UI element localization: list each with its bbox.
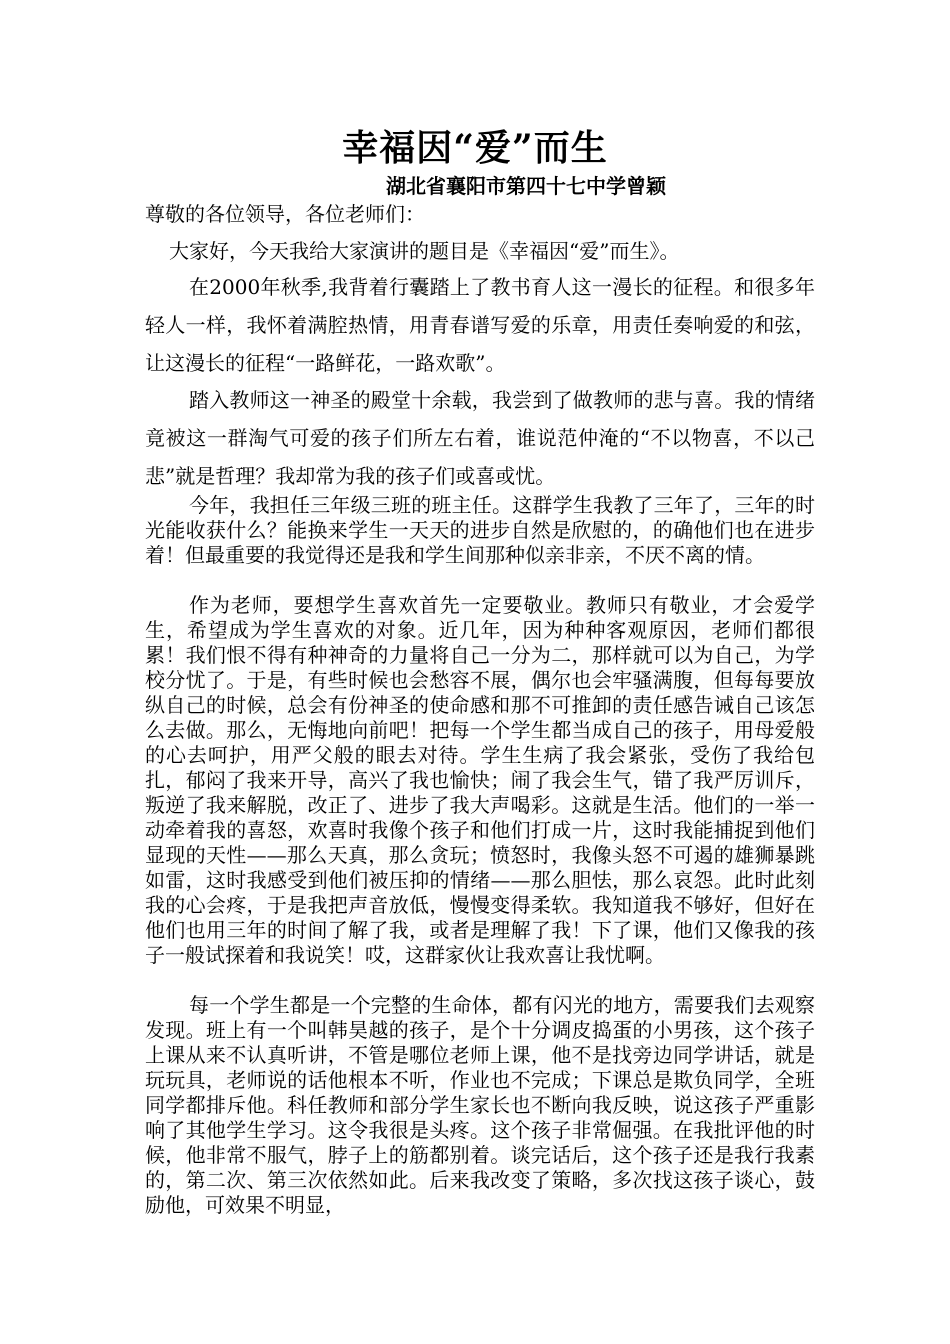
paragraph-opening — [145, 233, 815, 269]
greeting-line: 尊敬的各位领导，各位老师们： — [145, 202, 425, 226]
paragraph: 在2000年秋季,我背着行囊踏上了教书育人这一漫长的征程。和很多年轻人一样，我怀着满腔热情，用青春谱写爱的乐章，用责任奏响爱的和弦，让这漫长的征程“一路鲜花，一路欢歌”。 — [145, 275, 815, 375]
paragraph: 今年，我担任三年级三班的班主任。这群学生我教了三年了，三年的时光能收获什么？能换来学生一天天的进步自然是欣慰的，的确他们也在进步着！但最重要的我觉得还是我和学生间那种似亲非亲，不厌不离的情。 — [145, 493, 815, 567]
paragraph: 踏入教师这一神圣的殿堂十余载，我尝到了做教师的悲与喜。我的情绪竟被这一群淘气可爱的孩子们所左右着，谁说范仲淹的“不以物喜，不以己悲”就是哲理？我却常为我的孩子们或喜或忧。 — [145, 388, 815, 488]
paragraph-opening-text: 大家好，今天我给大家演讲的题目是《幸福因“爱”而生》。 — [169, 239, 680, 263]
paragraph: 作为老师，要想学生喜欢首先一定要敬业。教师只有敬业，才会爱学生，希望成为学生喜欢的对象。近几年，因为种种客观原因，老师们都很累！我们恨不得有种神奇的力量将自己一分为二，那样就可以为自己，为学校分忧了。于是，有些时候也会愁容不展，偶尔也会牢骚满腹，但每每要放纵自己的时候，总会有份神圣的使命感和那不可推卸的责任感告诫自己该怎么去做。那么，无悔地向前吧！把每一个学生都当成自己的孩子，用母爱般的心去呵护，用严父般的眼去对待。学生生病了我会紧张，受伤了我给包扎，郁闷了我来开导，高兴了我也愉快；闹了我会生气，错了我严厉训斥，叛逆了我来解脱，改正了、进步了我大声喝彩。这就是生活。他们的一举一动牵着我的喜怒，欢喜时我像个孩子和他们打成一片，这时我能捕捉到他们显现的天性——那么天真，那么贪玩；愤怒时，我像头怒不可遏的雄狮暴跳如雷，这时我感受到他们被压抑的情绪——那么胆怯，那么哀怨。此时此刻我的心会疼，于是我把声音放低，慢慢变得柔软。我知道我不够好，但好在他们也用三年的时间了解了我，或者是理解了我！下了课，他们又像我的孩子一般试探着和我说笑！哎，这群家伙让我欢喜让我忧啊。 — [145, 593, 815, 967]
speech-title: 幸福因“爱”而生 — [342, 127, 608, 169]
author-line: 湖北省襄阳市第四十七中学曾颖 — [386, 174, 666, 198]
paragraph: 每一个学生都是一个完整的生命体，都有闪光的地方，需要我们去观察发现。班上有一个叫韩昊越的孩子，是个十分调皮捣蛋的小男孩，这个孩子上课从来不认真听讲，不管是哪位老师上课，他不是找旁边同学讲话，就是玩玩具，老师说的话他根本不听，作业也不完成；下课总是欺负同学，全班同学都排斥他。科任教师和部分学生家长也不断向我反映，说这孩子严重影响了其他学生学习。这令我很是头疼。这个孩子非常倔强。在我批评他的时候，他非常不服气，脖子上的筋都别着。谈完话后，这个孩子还是我行我素的，第二次、第三次依然如此。后来我改变了策略，多次找这孩子谈心，鼓励他，可效果不明显， — [145, 993, 815, 1217]
